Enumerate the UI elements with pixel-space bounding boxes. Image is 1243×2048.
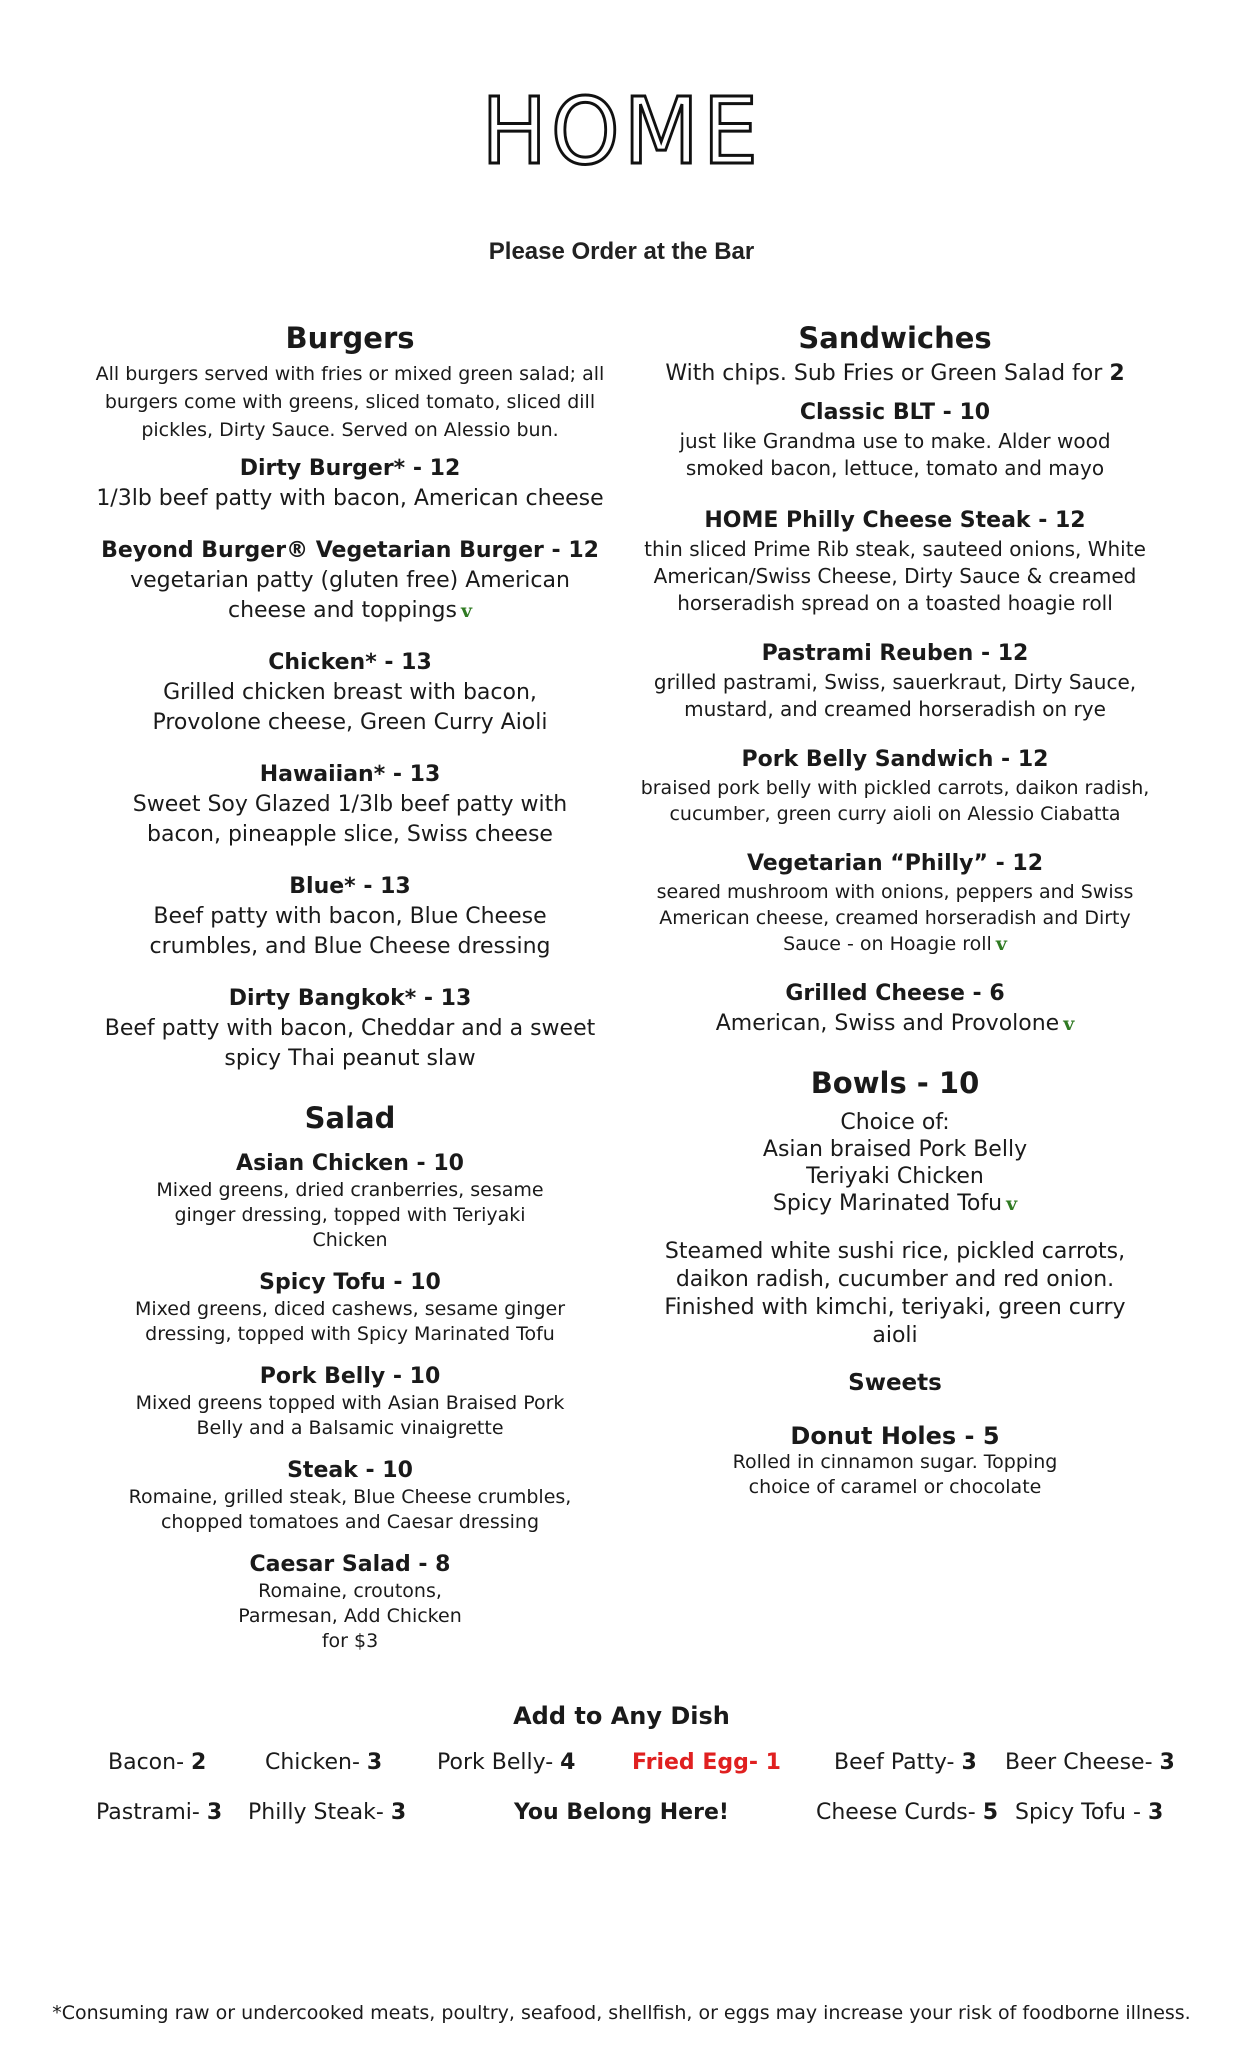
- addon-item: [108, 1750, 206, 1775]
- item-desc: Romaine, grilled steak, Blue Cheese crumbles, chopped tomatoes and Caesar dressing: [128, 1486, 572, 1533]
- addon-price: 3: [961, 1750, 977, 1775]
- addon-item: [437, 1750, 575, 1775]
- addon-item: [1015, 1800, 1163, 1825]
- addon-item: [96, 1800, 222, 1825]
- bowl-choice: Asian braised Pork Belly: [762, 1137, 1028, 1162]
- section-description: [640, 360, 1150, 388]
- addon-price: 3: [366, 1750, 383, 1775]
- home-logo: HOME: [481, 78, 762, 185]
- addon-label: Fried Egg- 1: [632, 1750, 781, 1775]
- item-name: Chicken* - 13: [268, 650, 432, 675]
- footnote: *Consuming raw or undercooked meats, poultry, seafood, shellfish, or eggs may increase your risk of foodborne illness.: [52, 2002, 1191, 2024]
- item-desc: [95, 566, 605, 626]
- addon-price: 3: [390, 1800, 407, 1825]
- addon-label: Cheese Curds-: [816, 1800, 983, 1825]
- menu-item: [95, 1457, 605, 1535]
- addon-item: [248, 1800, 406, 1825]
- tagline: [514, 1800, 729, 1825]
- tagline-text: You Belong Here!: [514, 1800, 729, 1825]
- item-desc: Grilled chicken breast with bacon, Provolone cheese, Green Curry Aioli: [152, 680, 548, 735]
- section-description: All burgers served with fries or mixed green salad; all burgers come with greens, sliced tomato, sliced dill pickles, Dirty Sauce. Served on Alessio bun.: [95, 363, 605, 441]
- section-description-price: 2: [1109, 361, 1125, 386]
- section-description-text: With chips. Sub Fries or Green Salad for: [665, 361, 1103, 386]
- bowl-choice-text: Spicy Marinated Tofu: [772, 1191, 1003, 1216]
- item-name: Spicy Tofu - 10: [259, 1270, 441, 1295]
- menu-item: [95, 536, 605, 626]
- bowl-description: Steamed white sushi rice, pickled carrots, daikon radish, cucumber and red onion. Finished with kimchi, teriyaki, green curry aioli: [664, 1239, 1126, 1348]
- menu-item: [640, 398, 1150, 482]
- menu-item: [95, 454, 605, 514]
- item-name: Donut Holes - 5: [790, 1422, 1000, 1450]
- addon-label: Bacon-: [108, 1750, 192, 1775]
- item-name: Pastrami Reuben - 12: [761, 641, 1029, 666]
- menu-item: [640, 745, 1150, 827]
- burgers-section: [95, 320, 605, 1096]
- item-desc: Romaine, croutons, Parmesan, Add Chicken for $3: [238, 1580, 462, 1652]
- vegetarian-icon: v: [995, 933, 1007, 955]
- menu-item: [95, 984, 605, 1074]
- section-title: Burgers: [285, 321, 415, 355]
- item-desc: Sweet Soy Glazed 1/3lb beef patty with bacon, pineapple slice, Swiss cheese: [132, 792, 568, 847]
- item-desc: Mixed greens topped with Asian Braised Pork Belly and a Balsamic vinaigrette: [135, 1392, 565, 1439]
- addons-title: Add to Any Dish: [513, 1702, 730, 1730]
- item-name: Caesar Salad - 8: [249, 1552, 451, 1577]
- item-desc: Mixed greens, diced cashews, sesame ginger dressing, topped with Spicy Marinated Tofu: [134, 1298, 566, 1345]
- item-desc: braised pork belly with pickled carrots, daikon radish, cucumber, green curry aioli on Alessio Ciabatta: [640, 777, 1150, 825]
- choice-label: Choice of:: [840, 1110, 950, 1135]
- item-name: Asian Chicken - 10: [236, 1151, 464, 1176]
- item-name: HOME Philly Cheese Steak - 12: [704, 508, 1086, 533]
- bowl-choice: [640, 1190, 1150, 1218]
- addon-label: Pastrami-: [96, 1800, 207, 1825]
- addon-item: [816, 1800, 998, 1825]
- bowl-choice: Teriyaki Chicken: [806, 1164, 984, 1189]
- item-name: Pork Belly Sandwich - 12: [741, 747, 1049, 772]
- addon-price: 3: [206, 1800, 223, 1825]
- order-note: Please Order at the Bar: [488, 238, 755, 265]
- sandwiches-section: [640, 320, 1150, 1061]
- sweets-section: [640, 1368, 1150, 1500]
- menu-item: [640, 979, 1150, 1039]
- menu-item: [95, 760, 605, 850]
- salad-section: [95, 1100, 605, 1670]
- addon-item: [265, 1750, 382, 1775]
- menu-item: [640, 639, 1150, 723]
- addon-label: Pork Belly-: [437, 1750, 561, 1775]
- vegetarian-icon: v: [1063, 1013, 1075, 1035]
- addon-item-highlight: [632, 1750, 781, 1775]
- addon-label: Beef Patty-: [834, 1750, 962, 1775]
- menu-item: [95, 872, 605, 962]
- section-title: Bowls - 10: [810, 1066, 980, 1100]
- addon-price: 3: [1159, 1750, 1175, 1775]
- menu-item: [95, 1363, 605, 1441]
- item-desc: Beef patty with bacon, Cheddar and a sweet spicy Thai peanut slaw: [104, 1016, 596, 1071]
- item-name: Beyond Burger® Vegetarian Burger - 12: [101, 538, 599, 563]
- addon-price: 4: [560, 1750, 576, 1775]
- menu-item: [95, 1269, 605, 1347]
- item-desc-text: vegetarian patty (gluten free) American cheese and toppings: [130, 568, 570, 623]
- item-desc: Rolled in cinnamon sugar. Topping choice of caramel or chocolate: [732, 1451, 1058, 1498]
- item-name: Hawaiian* - 13: [259, 762, 441, 787]
- addon-label: Chicken-: [265, 1750, 367, 1775]
- item-desc: just like Grandma use to make. Alder wood smoked bacon, lettuce, tomato and mayo: [679, 429, 1111, 480]
- menu-item: [640, 849, 1150, 957]
- bowls-section: [640, 1065, 1150, 1350]
- menu-item: [95, 1551, 605, 1654]
- menu-item: [640, 506, 1150, 617]
- addon-label: Beer Cheese-: [1005, 1750, 1160, 1775]
- menu-item: [95, 1150, 605, 1253]
- addon-price: 3: [1147, 1800, 1164, 1825]
- item-desc: Mixed greens, dried cranberries, sesame ginger dressing, topped with Teriyaki Chicken: [156, 1179, 544, 1251]
- item-name: Vegetarian “Philly” - 12: [746, 851, 1044, 876]
- addon-item: [834, 1750, 977, 1775]
- item-name: Blue* - 13: [289, 874, 411, 899]
- addon-price: 5: [982, 1800, 998, 1825]
- addon-label: Philly Steak-: [248, 1800, 391, 1825]
- menu-item: [95, 648, 605, 738]
- item-name: Grilled Cheese - 6: [785, 981, 1005, 1006]
- section-title: Sweets: [848, 1370, 942, 1396]
- addon-item: [1005, 1750, 1175, 1775]
- addon-label: Spicy Tofu -: [1015, 1800, 1148, 1825]
- item-name: Pork Belly - 10: [259, 1364, 441, 1389]
- item-name: Dirty Burger* - 12: [239, 456, 461, 481]
- item-desc-text: American, Swiss and Provolone: [715, 1011, 1060, 1036]
- vegetarian-icon: v: [1006, 1193, 1018, 1215]
- addon-price: 2: [191, 1750, 207, 1775]
- item-desc: thin sliced Prime Rib steak, sauteed onions, White American/Swiss Cheese, Dirty Sauce & creamed horseradish spread on a toasted hoagie roll: [644, 537, 1146, 615]
- item-desc: grilled pastrami, Swiss, sauerkraut, Dirty Sauce, mustard, and creamed horseradish on rye: [653, 670, 1137, 721]
- item-desc: Beef patty with bacon, Blue Cheese crumbles, and Blue Cheese dressing: [149, 904, 551, 959]
- item-desc-text: seared mushroom with onions, peppers and Swiss American cheese, creamed horseradish and Dirty Sauce - on Hoagie roll: [656, 881, 1134, 955]
- section-title: Sandwiches: [798, 321, 992, 355]
- item-name: Steak - 10: [287, 1458, 413, 1483]
- section-title: Salad: [304, 1101, 396, 1135]
- vegetarian-icon: v: [460, 600, 473, 622]
- item-desc: [640, 1009, 1150, 1039]
- item-desc: [640, 879, 1150, 957]
- item-name: Classic BLT - 10: [799, 400, 991, 425]
- item-desc: 1/3lb beef patty with bacon, American cheese: [96, 486, 604, 511]
- item-name: Dirty Bangkok* - 13: [228, 986, 472, 1011]
